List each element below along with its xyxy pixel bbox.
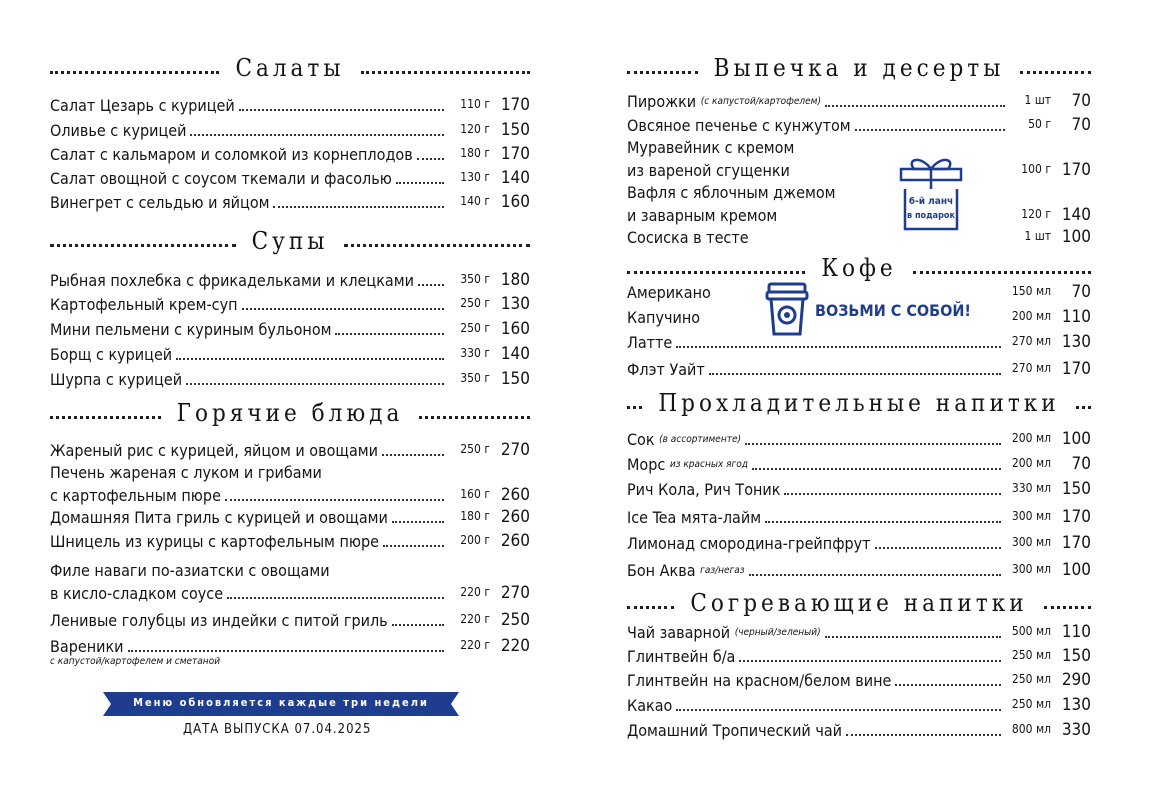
menu-item: Пирожки (с капустой/картофелем) 1 шт 70 bbox=[627, 91, 1091, 111]
menu-item: Сок (в ассортименте) 200 мл 100 bbox=[627, 429, 1091, 449]
menu-item: Бон Аква газ/негаз 300 мл 100 bbox=[627, 560, 1091, 580]
menu-item: Чай заварной (черный/зеленый) 500 мл 110 bbox=[627, 622, 1091, 642]
menu-item: Мини пельмени с куриным бульоном 250 г 160 bbox=[50, 319, 530, 339]
menu-item: Рич Кола, Рич Тоник 330 мл 150 bbox=[627, 479, 1091, 499]
gift-promo-line1: 6-й ланч bbox=[908, 196, 954, 207]
gift-promo-line2: в подарок bbox=[907, 211, 955, 221]
menu-item: Вареники 220 г 220 bbox=[50, 636, 530, 656]
menu-item: Салат Цезарь с курицей 110 г 170 bbox=[50, 95, 530, 115]
menu-item: Глинтвейн на красном/белом вине 250 мл 290 bbox=[627, 670, 1091, 690]
menu-item: Лимонад смородина-грейпфрут 300 мл 170 bbox=[627, 533, 1091, 553]
menu-item: Латте 270 мл 130 bbox=[627, 332, 1091, 352]
menu-item: Борщ с курицей 330 г 140 bbox=[50, 344, 530, 364]
section-heading-hot: Горячие блюда bbox=[50, 393, 530, 433]
menu-item: Глинтвейн б/а 250 мл 150 bbox=[627, 646, 1091, 666]
section-heading-bakery: Выпечка и десерты bbox=[627, 48, 1091, 88]
menu-item: Салат с кальмаром и соломкой из корнеплодов 180 г 170 bbox=[50, 144, 530, 164]
menu-item: Печень жареная с луком и грибами с картофельным пюре 160 г 260 bbox=[50, 463, 530, 505]
menu-item: Капучино 200 мл 110 bbox=[627, 307, 1091, 327]
menu-item: Сосиска в тесте 1 шт 100 bbox=[627, 227, 1091, 247]
takeaway-promo bbox=[765, 281, 971, 337]
menu-item: Какао 250 мл 130 bbox=[627, 695, 1091, 715]
menu-item: Салат овощной с соусом ткемали и фасолью 130 г 140 bbox=[50, 168, 530, 188]
menu-item: Ice Tea мята-лайм 300 мл 170 bbox=[627, 507, 1091, 527]
issue-date: ДАТА ВЫПУСКА 07.04.2025 bbox=[183, 722, 372, 737]
menu-item: Морс из красных ягод 200 мл 70 bbox=[627, 454, 1091, 474]
section-heading-coffee: Кофе bbox=[627, 248, 1091, 288]
menu-item: Овсяное печенье с кунжутом 50 г 70 bbox=[627, 115, 1091, 135]
menu-item: Муравейник с кремом из вареной сгущенки 100 г 170 bbox=[627, 138, 1091, 180]
menu-item: Вафля с яблочным джемом и заварным кремом 120 г 140 bbox=[627, 183, 1091, 225]
section-heading-salads: Салаты bbox=[50, 48, 530, 88]
menu-item: Американо 150 мл 70 bbox=[627, 282, 1091, 302]
menu-item: Домашний Тропический чай 800 мл 330 bbox=[627, 720, 1091, 740]
menu-item: Рыбная похлебка с фрикадельками и клецками 350 г 180 bbox=[50, 270, 530, 290]
section-heading-warm: Согревающие напитки bbox=[627, 583, 1091, 623]
takeaway-promo-text: ВОЗЬМИ С СОБОЙ! bbox=[815, 301, 971, 320]
menu-item: Домашняя Пита гриль с курицей и овощами 180 г 260 bbox=[50, 507, 530, 527]
menu-item: Оливье с курицей 120 г 150 bbox=[50, 120, 530, 140]
menu-item: Ленивые голубцы из индейки с питой гриль 220 г 250 bbox=[50, 610, 530, 630]
menu-item: Винегрет с сельдью и яйцом 140 г 160 bbox=[50, 192, 530, 212]
item-note: с капустой/картофелем и сметаной bbox=[50, 656, 221, 667]
menu-item: Картофельный крем-суп 250 г 130 bbox=[50, 294, 530, 314]
gift-promo bbox=[896, 153, 966, 231]
coffee-cup-icon bbox=[765, 281, 809, 337]
menu-item: Филе наваги по-азиатски с овощами в кисло-сладком соусе 220 г 270 bbox=[50, 561, 530, 603]
update-ribbon: Меню обновляется каждые три недели bbox=[103, 692, 459, 716]
section-heading-cold: Прохладительные напитки bbox=[627, 383, 1091, 423]
section-heading-soups: Супы bbox=[50, 221, 530, 261]
menu-item: Шницель из курицы с картофельным пюре 200 г 260 bbox=[50, 531, 530, 551]
menu-item: Жареный рис с курицей, яйцом и овощами 250 г 270 bbox=[50, 440, 530, 460]
menu-item: Флэт Уайт 270 мл 170 bbox=[627, 359, 1091, 379]
menu-item: Шурпа с курицей 350 г 150 bbox=[50, 369, 530, 389]
